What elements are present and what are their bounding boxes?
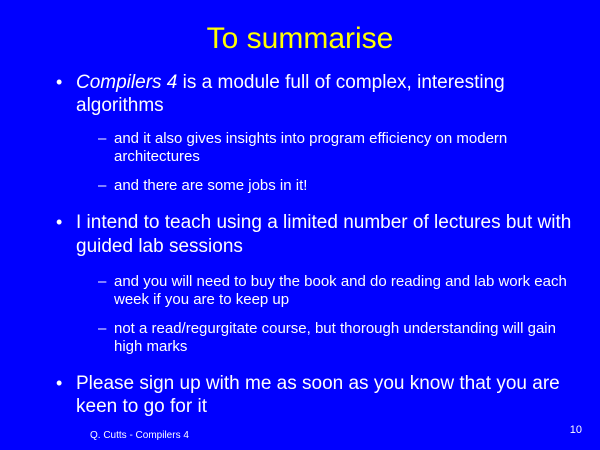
slide-body	[0, 71, 600, 418]
dash-glyph: –	[98, 272, 107, 290]
spacer	[56, 358, 576, 372]
sub-list-item-text: and you will need to buy the book and do reading and lab work each week if you are to keep up	[114, 272, 567, 308]
emphasis-text: Compilers 4	[76, 72, 178, 93]
list-item	[56, 372, 576, 418]
spacer	[56, 262, 576, 273]
sub-list-item	[98, 273, 576, 309]
slide-footer: Q. Cutts - Compilers 4	[90, 430, 189, 441]
dash-glyph: –	[98, 130, 107, 148]
dash-glyph: –	[98, 319, 107, 337]
sub-list-item-text: and there are some jobs in it!	[114, 177, 308, 195]
spacer	[56, 168, 576, 177]
list-item	[56, 71, 576, 117]
sub-list-item-text: not a read/regurgitate course, but thorough understanding will gain high marks	[114, 319, 556, 355]
list-item-rest: is a module full of complex, interesting algorithms	[76, 72, 505, 117]
dash-glyph: –	[98, 177, 107, 195]
spacer	[56, 311, 576, 320]
bullet-glyph: •	[56, 212, 63, 233]
sub-list-item	[98, 177, 576, 195]
page-number: 10	[569, 424, 582, 436]
sub-list-item	[98, 320, 576, 356]
list-item	[56, 211, 576, 257]
spacer	[56, 197, 576, 211]
sub-list-item-text: and it also gives insights into program efficiency on modern architectures	[114, 130, 508, 166]
spacer	[56, 121, 576, 130]
bullet-glyph: •	[56, 72, 63, 92]
sub-list-item	[98, 130, 576, 166]
list-item-text: I intend to teach using a limited number of lectures but with guided lab sessions	[76, 212, 572, 257]
page-title: To summarise	[206, 22, 394, 55]
bullet-glyph: •	[56, 372, 63, 393]
list-item-text: Please sign up with me as soon as you know that you are keen to go for it	[76, 372, 560, 417]
list-item-text	[76, 71, 576, 117]
